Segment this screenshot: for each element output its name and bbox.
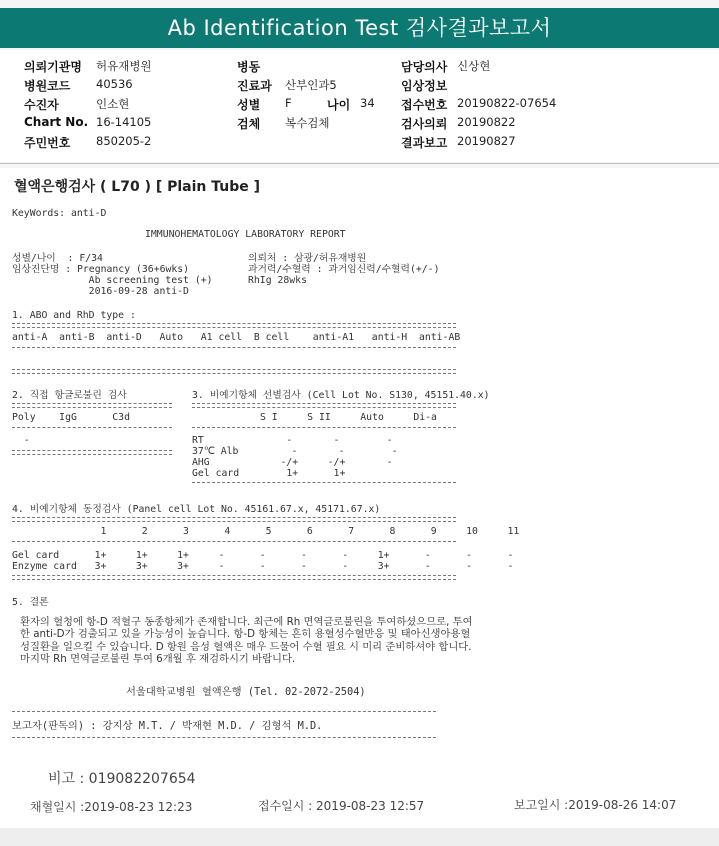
dat-title: 2. 직접 항글로불린 검사: [12, 390, 127, 401]
reporters: 보고자(판독의) : 강지상 M.T. / 박재현 M.D. / 김형석 M.D.: [12, 720, 323, 732]
conclusion-text: 환자의 혈청에 항-D 적혈구 동종항체가 존재합니다. 최근에 Rh 면역글로불린을 투여하셨으므로, 투여한 anti-D가 검출되고 있을 가능성이 높습니다. 항-D 항체는 흔히 용혈성수혈반응 및 태아신생아용혈성질환을 일으킬 수 있습니다. D 항원 음성 혈액은 매우 드물어 수혈 필요 시 미리 준비하셔야 합니다. 마지막 Rh 면역글로불린 투여 6개월 후 재검하시기 바랍니다.: [20, 616, 473, 665]
divider: [0, 163, 719, 164]
divider: [12, 347, 456, 348]
specimen-label: 검체: [237, 117, 261, 131]
screening-title: 3. 비예기항체 선별검사 (Cell Lot No. S130, 45151.40.x): [192, 390, 490, 401]
resident-no-label: 주민번호: [24, 136, 71, 150]
abo-rhd-title: 1. ABO and RhD type :: [12, 310, 136, 321]
identification-title: 4. 비예기항체 동정검사 (Panel cell Lot No. 45161.67.x, 45171.67.x): [12, 504, 381, 515]
divider: [12, 541, 456, 542]
remark: 비고 : 019082207654: [48, 771, 196, 787]
keywords: KeyWords: anti-D: [12, 208, 107, 219]
section-title: 혈액은행검사 ( L70 ) [ Plain Tube ]: [14, 179, 261, 195]
patient-label: 수진자: [24, 98, 59, 112]
age-label: 나이: [327, 98, 351, 112]
request-date-label: 검사의뢰: [401, 117, 448, 131]
sex-label: 성별: [237, 98, 261, 112]
panel-columns: 1 2 3 4 5 6 7 8 9 10 11: [12, 526, 520, 537]
divider: [12, 711, 436, 712]
chart-no-label: Chart No.: [24, 115, 89, 129]
doctor-value: 신상현: [457, 59, 491, 73]
reported-time: 보고일시 :2019-08-26 14:07: [514, 798, 677, 812]
panel-results: Gel card 1+ 1+ 1+ - - - - 1+ - - - Enzyme card 3+ 3+ 3+ - - - - 3+ - - -: [12, 550, 514, 572]
patient-summary: 성별/나이 : F/34 임상진단명 : Pregnancy (36+6wks) Ab screening test (+) 2016-09-28 anti-D: [12, 253, 213, 297]
divider: [12, 403, 172, 408]
screening-results: RT - - - 37℃ Alb - - - AHG -/+ -/+ - Gel card 1+ 1+: [192, 435, 398, 479]
accession-no-label: 접수번호: [401, 98, 448, 112]
institution-value: 허유재병원: [96, 59, 152, 73]
collected-time: 채혈일시 :2019-08-23 12:23: [30, 800, 193, 814]
hospital-code-value: 40536: [96, 77, 133, 91]
divider: [12, 575, 456, 580]
doctor-label: 담당의사: [401, 60, 448, 74]
department-value: 산부인과5: [285, 78, 337, 92]
chart-no-value: 16-14105: [96, 115, 152, 129]
dat-columns: Poly IgG C3d: [12, 412, 130, 423]
institution-label: 의뢰기관명: [24, 60, 82, 74]
report-title: Ab Identification Test 검사결과보고서: [0, 8, 719, 48]
request-date-value: 20190822: [457, 115, 516, 129]
clinical-info-label: 임상정보: [401, 79, 448, 93]
divider: [192, 482, 456, 483]
ward-label: 병동: [237, 60, 261, 74]
divider: [192, 403, 456, 408]
divider: [12, 369, 456, 374]
divider: [192, 427, 456, 428]
bottom-bar: [0, 828, 719, 846]
divider: [12, 323, 456, 328]
dat-result: -: [12, 435, 30, 446]
divider: [12, 427, 172, 428]
resident-no-value: 850205-2: [96, 134, 152, 148]
divider: [12, 737, 436, 738]
lab-name: 서울대학교병원 혈액은행 (Tel. 02-2072-2504): [126, 686, 366, 698]
specimen-value: 복수검체: [285, 116, 330, 130]
abo-rhd-columns: anti-A anti-B anti-D Auto A1 cell B cell anti-A1 anti-H anti-AB: [12, 332, 461, 343]
sex-value: F: [285, 96, 292, 110]
report-date-value: 20190827: [457, 134, 516, 148]
conclusion-title: 5. 결론: [12, 597, 49, 608]
screening-columns: S I S II Auto Di-a: [260, 412, 437, 423]
divider: [12, 517, 456, 522]
patient-value: 인소현: [96, 97, 130, 111]
department-label: 진료과: [237, 79, 272, 93]
referral-summary: 의뢰처 : 삼광/허유재병원 과거력/수혈력 : 과거임신력/수혈력(+/-) RhIg 28wks: [248, 253, 440, 286]
report-date-label: 결과보고: [401, 136, 448, 150]
divider: [12, 450, 172, 455]
hospital-code-label: 병원코드: [24, 79, 71, 93]
accession-no-value: 20190822-07654: [457, 96, 557, 110]
lab-report-header: IMMUNOHEMATOLOGY LABORATORY REPORT: [145, 229, 346, 240]
received-time: 접수일시 : 2019-08-23 12:57: [258, 799, 425, 813]
age-value: 34: [360, 96, 375, 110]
patient-info-panel: [0, 50, 719, 162]
